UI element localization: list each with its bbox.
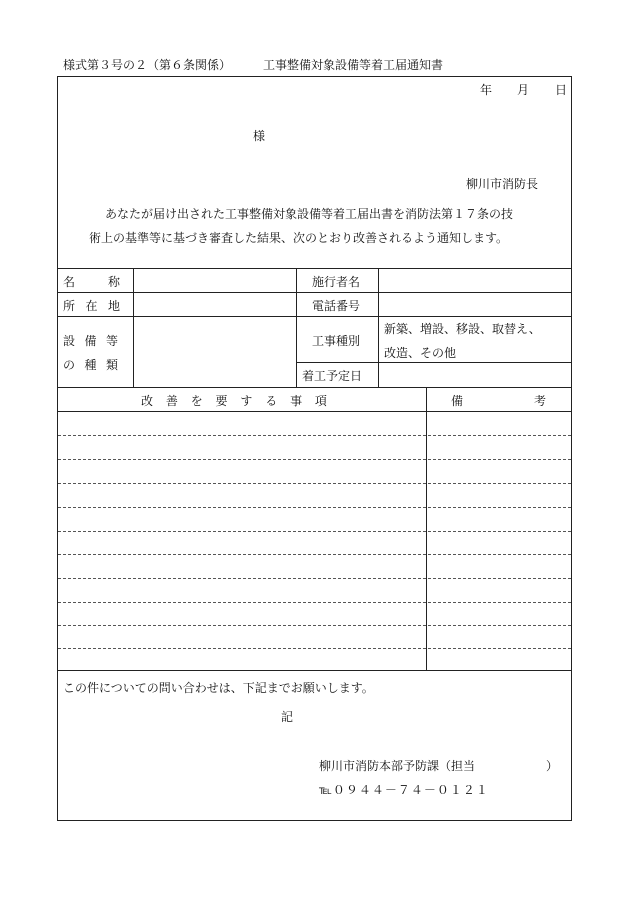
work-type-options-line-1: 新築、増設、移設、取替え、: [384, 322, 541, 336]
department-phone: ℡０９４４－７４－０１２１: [319, 783, 489, 797]
date-month: 月: [517, 83, 530, 97]
info-column-divider: [133, 268, 134, 387]
info-column-divider: [378, 268, 379, 387]
writing-line: [58, 625, 571, 626]
items-table-bottom-border: [57, 670, 572, 671]
writing-line: [58, 507, 571, 508]
info-table-top-border: [57, 268, 572, 269]
writing-line: [58, 531, 571, 532]
info-row-divider: [57, 316, 572, 317]
department-name: 柳川市消防本部予防課（担当: [319, 759, 476, 773]
writing-line: [58, 435, 571, 436]
equipment-type-label-line-1: 設 備 等: [63, 334, 118, 348]
writing-line: [58, 578, 571, 579]
name-label: 名 称: [63, 275, 120, 289]
remarks-column-divider: [426, 387, 427, 670]
inquiry-text: この件についての問い合わせは、下記までお願いします。: [63, 681, 374, 695]
form-title: 工事整備対象設備等着工届通知書: [263, 58, 444, 72]
equipment-type-label-line-2: の 種 類: [63, 358, 118, 372]
items-header-divider: [57, 411, 572, 412]
addressee-honorific: 様: [253, 129, 266, 143]
form-number: 様式第３号の２（第６条関係）: [63, 58, 232, 72]
sender-name: 柳川市消防長: [466, 177, 539, 191]
work-type-label: 工事種別: [312, 334, 361, 348]
info-table-bottom-border: [57, 387, 572, 388]
improvement-items-header: 改 善 を 要 す る 事 項: [141, 394, 327, 408]
remarks-header: 備 考: [451, 394, 546, 408]
writing-line: [58, 459, 571, 460]
location-label: 所 在 地: [63, 299, 120, 313]
info-row-divider: [57, 292, 572, 293]
note-heading: 記: [281, 710, 294, 724]
start-date-label: 着工予定日: [302, 369, 363, 383]
phone-label: 電話番号: [312, 299, 361, 313]
contractor-label: 施行者名: [312, 275, 361, 289]
notice-body-line-1: あなたが届け出された工事整備対象設備等着工届出書を消防法第１７条の技: [105, 207, 514, 221]
writing-line: [58, 483, 571, 484]
writing-line: [58, 554, 571, 555]
notice-body-line-2: 術上の基準等に基づき審査した結果、次のとおり改善されるよう通知します。: [89, 231, 509, 245]
writing-line: [58, 648, 571, 649]
info-column-divider: [296, 268, 297, 387]
date-day: 日: [555, 83, 568, 97]
writing-line: [58, 602, 571, 603]
info-row-divider: [296, 362, 572, 363]
department-close-paren: ）: [546, 759, 559, 773]
date-year: 年: [480, 83, 493, 97]
work-type-options-line-2: 改造、その他: [384, 346, 457, 360]
